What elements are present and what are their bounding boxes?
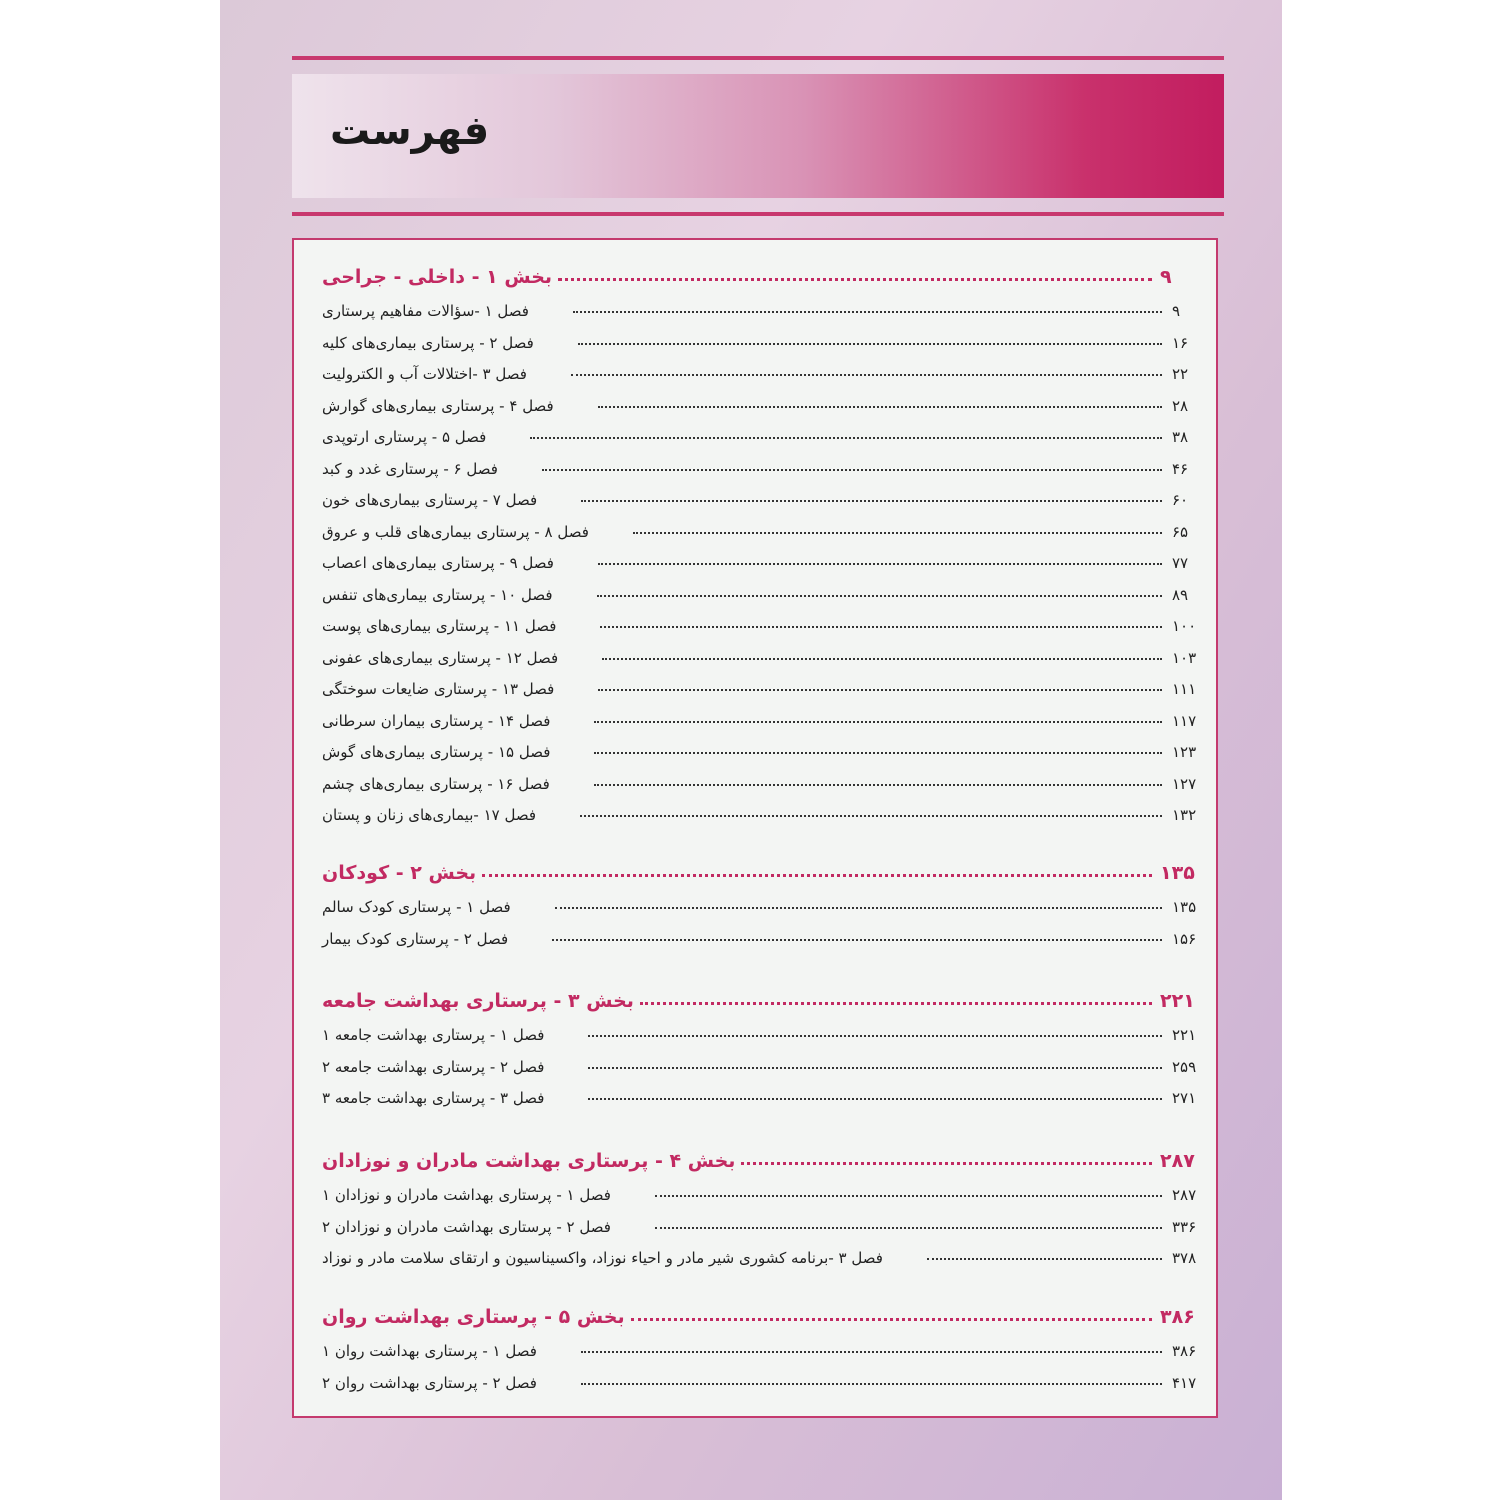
toc-chapter-label: فصل ۷ - پرستاری بیماری‌های خون — [322, 491, 538, 509]
toc-part-page: ۲۲۱ — [1160, 990, 1195, 1012]
toc-part-row[interactable] — [322, 982, 1206, 1012]
toc-chapter-page: ۲۲۱ — [1172, 1026, 1197, 1044]
toc-part-row[interactable] — [322, 258, 1206, 288]
toc-chapter-page: ۳۷۸ — [1172, 1249, 1197, 1267]
toc-part-label: بخش ۳ - پرستاری بهداشت جامعه — [322, 990, 634, 1012]
toc-chapter-row[interactable] — [322, 542, 1206, 572]
toc-chapter-label: فصل ۱۱ - پرستاری بیماری‌های پوست — [322, 617, 557, 635]
toc-chapter-label: فصل ۱۵ - پرستاری بیماری‌های گوش — [322, 743, 551, 761]
toc-chapter-label: فصل ۳ - پرستاری بهداشت جامعه ۳ — [322, 1089, 545, 1107]
dot-leader — [581, 500, 1162, 502]
toc-chapter-row[interactable] — [322, 511, 1206, 541]
toc-chapter-page: ۱۵۶ — [1172, 929, 1197, 948]
toc-chapter-page: ۲۲ — [1172, 365, 1189, 383]
dot-leader — [631, 1318, 1152, 1321]
toc-chapter-row[interactable] — [322, 416, 1206, 446]
toc-chapter-label: فصل ۴ - پرستاری بیماری‌های گوارش — [322, 396, 554, 415]
toc-chapter-row[interactable] — [322, 605, 1206, 635]
toc-chapter-row[interactable] — [322, 1046, 1206, 1076]
title-bottom-rule — [292, 212, 1224, 216]
dot-leader — [578, 343, 1162, 345]
dot-leader — [640, 1002, 1152, 1005]
toc-chapter-page: ۸۹ — [1172, 585, 1189, 604]
toc-chapter-page: ۱۰۰ — [1172, 617, 1197, 635]
toc-chapter-page: ۱۰۳ — [1172, 648, 1197, 667]
page-title: فهرست — [330, 108, 490, 154]
dot-leader — [558, 278, 1152, 281]
toc-part-row[interactable] — [322, 1142, 1206, 1172]
toc-chapter-page: ۱۲۷ — [1172, 774, 1197, 793]
toc-part-page: ۲۸۷ — [1160, 1150, 1195, 1172]
dot-leader — [598, 406, 1162, 408]
dot-leader — [580, 815, 1162, 817]
dot-leader — [573, 311, 1162, 313]
toc-chapter-page: ۲۸۷ — [1172, 1186, 1197, 1204]
dot-leader — [655, 1195, 1162, 1197]
dot-leader — [600, 626, 1162, 628]
toc-chapter-label: فصل ۱ - پرستاری بهداشت جامعه ۱ — [322, 1026, 545, 1044]
toc-chapter-page: ۱۳۲ — [1172, 806, 1197, 824]
toc-chapter-label: فصل ۵ - پرستاری ارتوپدی — [322, 428, 487, 446]
dot-leader — [594, 721, 1162, 723]
dot-leader — [741, 1162, 1152, 1165]
toc-chapter-row[interactable] — [322, 763, 1206, 793]
toc-chapter-label: فصل ۱ - پرستاری کودک سالم — [322, 898, 511, 916]
toc-chapter-row[interactable] — [322, 1330, 1206, 1360]
toc-chapter-page: ۳۳۶ — [1172, 1217, 1197, 1236]
toc-chapter-row[interactable] — [322, 1077, 1206, 1107]
dot-leader — [602, 658, 1162, 660]
toc-chapter-row[interactable] — [322, 479, 1206, 509]
toc-chapter-row[interactable] — [322, 637, 1206, 667]
toc-chapter-row[interactable] — [322, 918, 1206, 948]
dot-leader — [594, 752, 1162, 754]
toc-chapter-label: فصل ۱۶ - پرستاری بیماری‌های چشم — [322, 774, 550, 793]
toc-chapter-label: فصل ۶ - پرستاری غدد و کبد — [322, 459, 498, 478]
dot-leader — [594, 784, 1162, 786]
dot-leader — [581, 1383, 1162, 1385]
toc-chapter-row[interactable] — [322, 1174, 1206, 1204]
toc-chapter-row[interactable] — [322, 322, 1206, 352]
toc-chapter-row[interactable] — [322, 353, 1206, 383]
toc-part-page: ۹ — [1160, 266, 1172, 288]
toc-part-page: ۳۸۶ — [1160, 1306, 1195, 1328]
toc-chapter-page: ۴۱۷ — [1172, 1373, 1197, 1392]
toc-chapter-label: فصل ۱۷ -بیماری‌های زنان و پستان — [322, 806, 536, 824]
toc-part-page: ۱۳۵ — [1160, 862, 1195, 884]
toc-chapter-row[interactable] — [322, 1237, 1206, 1267]
toc-chapter-page: ۱۱۷ — [1172, 711, 1197, 730]
toc-chapter-label: فصل ۸ - پرستاری بیماری‌های قلب و عروق — [322, 522, 589, 541]
toc-chapter-label: فصل ۱۴ - پرستاری بیماران سرطانی — [322, 711, 551, 730]
dot-leader — [555, 907, 1162, 909]
toc-chapter-row[interactable] — [322, 385, 1206, 415]
toc-chapter-row[interactable] — [322, 794, 1206, 824]
toc-chapter-label: فصل ۳ -برنامه کشوری شیر مادر و احیاء نوزاد، واکسیناسیون و ارتقای سلامت مادر و نوزاد — [322, 1249, 883, 1267]
dot-leader — [655, 1227, 1162, 1229]
toc-chapter-page: ۶۰ — [1172, 491, 1189, 509]
toc-part-row[interactable] — [322, 854, 1206, 884]
toc-part-label: بخش ۱ - داخلی - جراحی — [322, 266, 553, 288]
dot-leader — [588, 1098, 1162, 1100]
dot-leader — [571, 374, 1162, 376]
toc-chapter-row[interactable] — [322, 448, 1206, 478]
toc-chapter-label: فصل ۱ - پرستاری بهداشت مادران و نوزادان ۱ — [322, 1186, 611, 1204]
toc-chapter-row[interactable] — [322, 886, 1206, 916]
toc-chapter-page: ۱۳۵ — [1172, 898, 1197, 916]
dot-leader — [530, 437, 1162, 439]
toc-part-row[interactable] — [322, 1298, 1206, 1328]
dot-leader — [633, 532, 1162, 534]
toc-part-label: بخش ۲ - کودکان — [322, 862, 477, 884]
dot-leader — [598, 689, 1162, 691]
toc-chapter-label: فصل ۹ - پرستاری بیماری‌های اعصاب — [322, 554, 554, 572]
toc-chapter-page: ۲۵۹ — [1172, 1057, 1197, 1076]
dot-leader — [598, 563, 1162, 565]
toc-chapter-label: فصل ۱ - پرستاری بهداشت روان ۱ — [322, 1342, 537, 1360]
toc-chapter-page: ۹ — [1172, 302, 1181, 320]
toc-chapter-page: ۷۷ — [1172, 554, 1189, 572]
toc-chapter-row[interactable] — [322, 1362, 1206, 1392]
dot-leader — [552, 939, 1162, 941]
toc-chapter-page: ۱۲۳ — [1172, 743, 1197, 761]
toc-chapter-label: فصل ۱۲ - پرستاری بیماری‌های عفونی — [322, 648, 559, 667]
toc-chapter-row[interactable] — [322, 574, 1206, 604]
toc-chapter-page: ۳۸ — [1172, 428, 1189, 446]
toc-chapter-page: ۱۶ — [1172, 333, 1189, 352]
dot-leader — [597, 595, 1162, 597]
toc-chapter-row[interactable] — [322, 290, 1206, 320]
toc-chapter-row[interactable] — [322, 700, 1206, 730]
toc-chapter-label: فصل ۲ - پرستاری بهداشت مادران و نوزادان ۲ — [322, 1217, 611, 1236]
dot-leader — [588, 1035, 1162, 1037]
toc-chapter-page: ۱۱۱ — [1172, 680, 1197, 698]
toc-chapter-page: ۶۵ — [1172, 522, 1189, 541]
toc-chapter-page: ۴۶ — [1172, 459, 1189, 478]
toc-part-label: بخش ۵ - پرستاری بهداشت روان — [322, 1306, 625, 1328]
toc-chapter-label: فصل ۱ -سؤالات مفاهیم پرستاری — [322, 302, 529, 320]
toc-chapter-label: فصل ۲ - پرستاری بیماری‌های کلیه — [322, 333, 534, 352]
toc-chapter-row[interactable] — [322, 1206, 1206, 1236]
dot-leader — [927, 1258, 1162, 1260]
toc-chapter-label: فصل ۱۳ - پرستاری ضایعات سوختگی — [322, 680, 555, 698]
toc-chapter-row[interactable] — [322, 668, 1206, 698]
title-top-rule — [292, 56, 1224, 60]
dot-leader — [581, 1351, 1162, 1353]
toc-chapter-label: فصل ۱۰ - پرستاری بیماری‌های تنفس — [322, 585, 553, 604]
dot-leader — [542, 469, 1162, 471]
toc-chapter-page: ۲۸ — [1172, 396, 1189, 415]
toc-chapter-row[interactable] — [322, 731, 1206, 761]
toc-chapter-page: ۲۷۱ — [1172, 1089, 1197, 1107]
toc-chapter-label: فصل ۲ - پرستاری کودک بیمار — [322, 929, 509, 948]
toc-chapter-label: فصل ۲ - پرستاری بهداشت جامعه ۲ — [322, 1057, 545, 1076]
dot-leader — [588, 1067, 1162, 1069]
toc-chapter-label: فصل ۲ - پرستاری بهداشت روان ۲ — [322, 1373, 537, 1392]
toc-chapter-label: فصل ۳ -اختلالات آب و الکترولیت — [322, 365, 527, 383]
dot-leader — [482, 874, 1152, 877]
toc-part-label: بخش ۴ - پرستاری بهداشت مادران و نوزادان — [322, 1150, 736, 1172]
toc-chapter-row[interactable] — [322, 1014, 1206, 1044]
toc-chapter-page: ۳۸۶ — [1172, 1342, 1197, 1360]
